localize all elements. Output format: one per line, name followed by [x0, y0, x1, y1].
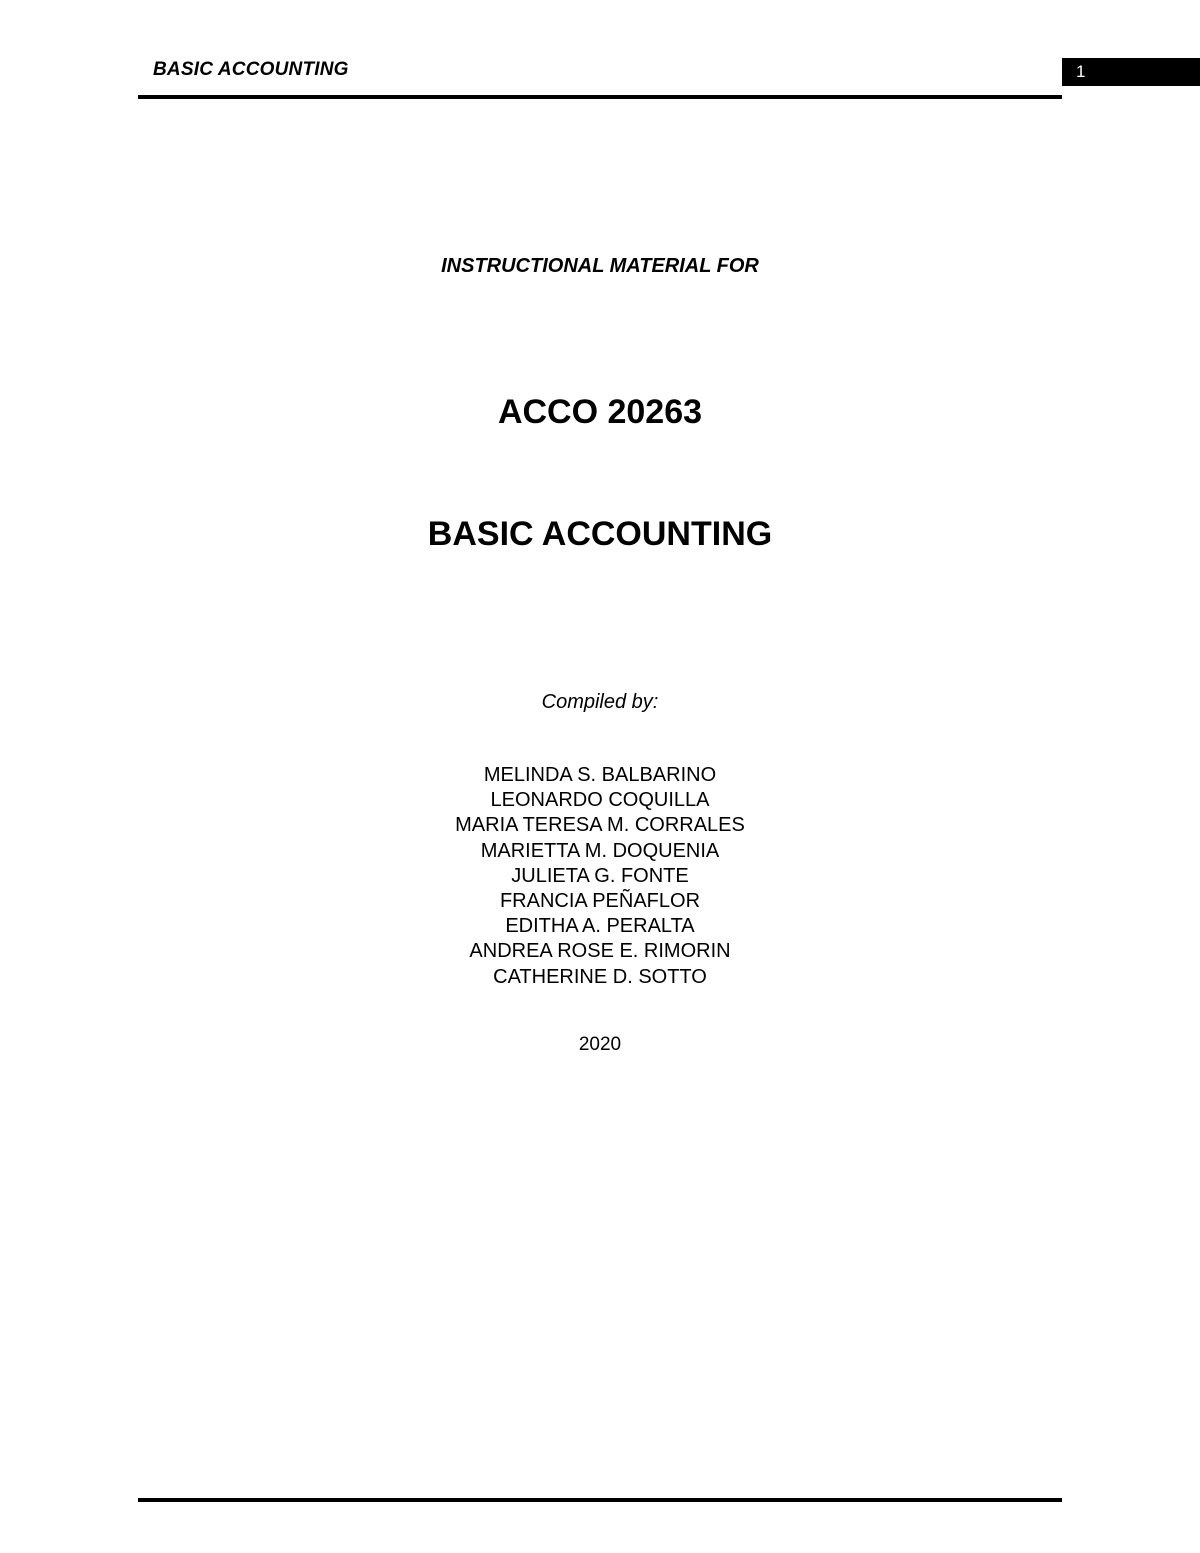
author-name: MARIETTA M. DOQUENIA	[480, 839, 720, 862]
footer-rule	[138, 1498, 1062, 1502]
author-name: MELINDA S. BALBARINO	[483, 764, 717, 786]
course-title: BASIC ACCOUNTING	[427, 515, 773, 553]
author-name: JULIETA G. FONTE	[511, 864, 689, 887]
intro-line: INSTRUCTIONAL MATERIAL FOR	[441, 255, 759, 277]
author-name: LEONARDO COQUILLA	[490, 789, 710, 812]
author-name: ANDREA ROSE E. RIMORIN	[469, 940, 731, 963]
author-name: MARIA TERESA M. CORRALES	[455, 814, 745, 837]
author-name: FRANCIA PEÑAFLOR	[499, 890, 701, 913]
author-name: EDITHA A. PERALTA	[505, 915, 695, 938]
header-rule	[138, 95, 1062, 99]
compiled-by-label: Compiled by:	[541, 691, 659, 713]
running-header-title: BASIC ACCOUNTING	[153, 59, 349, 80]
author-name: CATHERINE D. SOTTO	[493, 965, 707, 988]
course-code: ACCO 20263	[497, 393, 703, 431]
publication-year: 2020	[578, 1034, 622, 1055]
page-number-tab	[1062, 58, 1200, 86]
author-list	[0, 763, 1200, 990]
page-number: 1	[1076, 62, 1086, 81]
